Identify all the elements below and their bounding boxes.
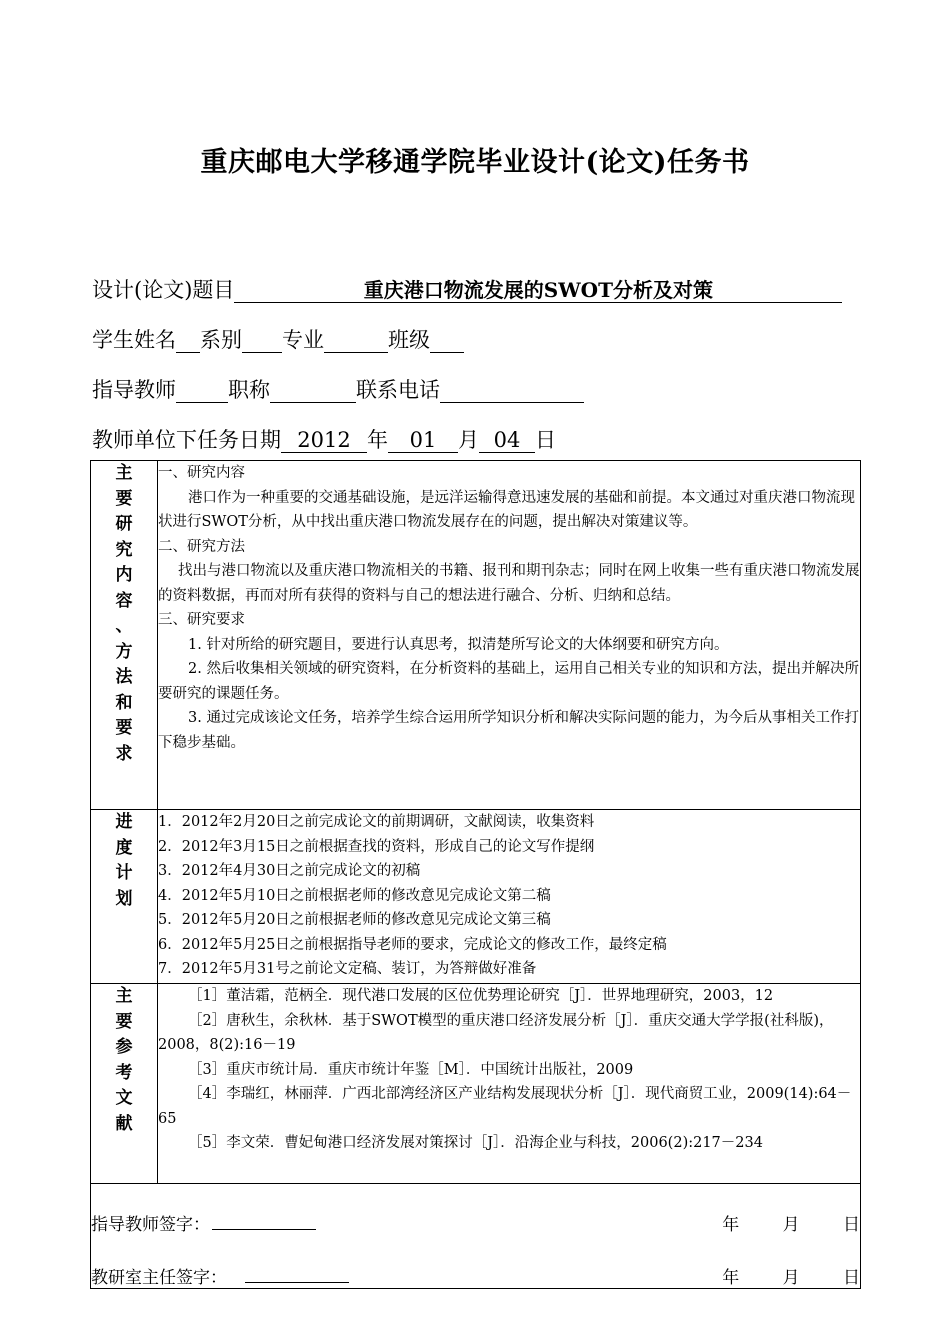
student-label: 学生姓名 xyxy=(92,328,176,352)
advisor-day-label: 日 xyxy=(843,1215,860,1235)
month-unit: 月 xyxy=(458,428,479,452)
research-paragraph-2: 找出与港口物流以及重庆港口物流相关的书籍、报刊和期刊杂志；同时在网上收集一些有重庆港口物流发展的资料数据，再而对所有获得的资料与自己的想法进行融合、分析、归纳和总结。 xyxy=(158,563,860,604)
director-year-label: 年 xyxy=(722,1268,740,1288)
signature-cell xyxy=(91,1184,861,1289)
dept-blank xyxy=(242,328,282,353)
year-unit: 年 xyxy=(367,428,388,452)
research-label: 主 要 研 究 内 容 、 方 法 和 要 求 xyxy=(91,461,158,810)
research-requirement-2: 2. 然后收集相关领域的研究资料，在分析资料的基础上，运用自己相关专业的知识和方法，提出并解决所要研究的课题任务。 xyxy=(158,661,859,702)
schedule-item: 4．2012年5月10日之前根据老师的修改意见完成论文第二稿 xyxy=(158,887,551,904)
dept-label: 系别 xyxy=(200,328,242,352)
schedule-section xyxy=(91,810,861,984)
research-content xyxy=(158,461,861,810)
research-heading-2: 二、研究方法 xyxy=(158,538,245,555)
advisor-label: 指导教师 xyxy=(92,378,176,402)
references-content xyxy=(158,984,861,1184)
schedule-content xyxy=(158,810,861,984)
schedule-label: 进 度 计 划 xyxy=(91,810,158,984)
advisor-row xyxy=(92,374,584,404)
research-heading-1: 一、研究内容 xyxy=(158,465,245,481)
director-signature-row xyxy=(91,1263,860,1288)
schedule-item: 7．2012年5月31号之前论文定稿、装订，为答辩做好准备 xyxy=(158,961,537,977)
advisor-signature-label: 指导教师签字： xyxy=(91,1215,210,1235)
phone-label: 联系电话 xyxy=(356,378,440,402)
day-unit: 日 xyxy=(535,428,556,452)
research-paragraph-1: 港口作为一种重要的交通基础设施，是远洋运输得意迅速发展的基础和前提。本文通过对重庆港口物流现状进行SWOT分析，从中找出重庆港口物流发展存在的问题，提出解决对策建议等。 xyxy=(158,489,855,530)
references-section xyxy=(91,984,861,1184)
position-blank xyxy=(270,378,356,403)
day-value: 04 xyxy=(479,428,535,453)
schedule-item: 2．2012年3月15日之前根据查找的资料，形成自己的论文写作提纲 xyxy=(158,838,595,855)
advisor-signature-line[interactable] xyxy=(212,1215,316,1230)
student-blank xyxy=(176,328,200,353)
date-row xyxy=(92,424,556,454)
signature-section xyxy=(91,1184,861,1289)
schedule-item: 6．2012年5月25日之前根据指导老师的要求，完成论文的修改工作，最终定稿 xyxy=(158,936,667,953)
research-section xyxy=(91,461,861,810)
reference-item: ［2］唐秋生，余秋林．基于SWOT模型的重庆港口经济发展分析［J］．重庆交通大学学报(社科版)，2008，8(2):16－19 xyxy=(158,1012,834,1053)
date-label: 教师单位下任务日期 xyxy=(92,428,281,452)
student-row xyxy=(92,324,464,354)
schedule-item: 5．2012年5月20日之前根据老师的修改意见完成论文第三稿 xyxy=(158,912,551,928)
advisor-signature-row xyxy=(91,1210,860,1235)
class-label: 班级 xyxy=(388,328,430,352)
month-value: 01 xyxy=(388,428,458,453)
advisor-year-label: 年 xyxy=(722,1215,740,1235)
director-day-label: 日 xyxy=(843,1268,860,1288)
reference-item: ［4］李瑞红，林丽萍．广西北部湾经济区产业结构发展现状分析［J］．现代商贸工业，2009(14):64－65 xyxy=(158,1086,852,1127)
research-requirement-3: 3. 通过完成该论文任务，培养学生综合运用所学知识分析和解决实际问题的能力，为今后从事相关工作打下稳步基础。 xyxy=(158,710,859,751)
year-value: 2012 xyxy=(281,428,367,453)
reference-item: ［5］李文荣．曹妃甸港口经济发展对策探讨［J］．沿海企业与科技，2006(2):217－234 xyxy=(188,1135,763,1151)
schedule-item: 3．2012年4月30日之前完成论文的初稿 xyxy=(158,863,421,879)
topic-row xyxy=(92,274,842,304)
major-blank xyxy=(324,328,388,353)
advisor-blank xyxy=(176,378,228,403)
topic-label: 设计(论文)题目 xyxy=(92,278,235,302)
schedule-item: 1．2012年2月20日之前完成论文的前期调研，文献阅读，收集资料 xyxy=(158,814,595,830)
director-signature-line[interactable] xyxy=(245,1268,349,1283)
topic-value: 重庆港口物流发展的SWOT分析及对策 xyxy=(234,279,842,303)
reference-item: ［3］重庆市统计局．重庆市统计年鉴［M］．中国统计出版社，2009 xyxy=(188,1061,634,1078)
class-blank xyxy=(430,328,464,353)
research-heading-3: 三、研究要求 xyxy=(158,612,245,628)
research-requirement-1: 1. 针对所给的研究题目，要进行认真思考，拟清楚所写论文的大体纲要和研究方向。 xyxy=(188,636,729,653)
position-label: 职称 xyxy=(228,378,270,402)
major-label: 专业 xyxy=(282,328,324,352)
advisor-month-label: 月 xyxy=(782,1215,800,1235)
references-label: 主 要 参 考 文 献 xyxy=(91,984,158,1184)
reference-item: ［1］董洁霜，范柄全．现代港口发展的区位优势理论研究［J］．世界地理研究，2003，12 xyxy=(188,988,774,1004)
phone-blank xyxy=(440,378,584,403)
director-month-label: 月 xyxy=(782,1268,800,1288)
document-title: 重庆邮电大学移通学院毕业设计(论文)任务书 xyxy=(200,147,750,178)
director-signature-label: 教研室主任签字： xyxy=(91,1268,227,1288)
task-table xyxy=(90,460,861,1289)
